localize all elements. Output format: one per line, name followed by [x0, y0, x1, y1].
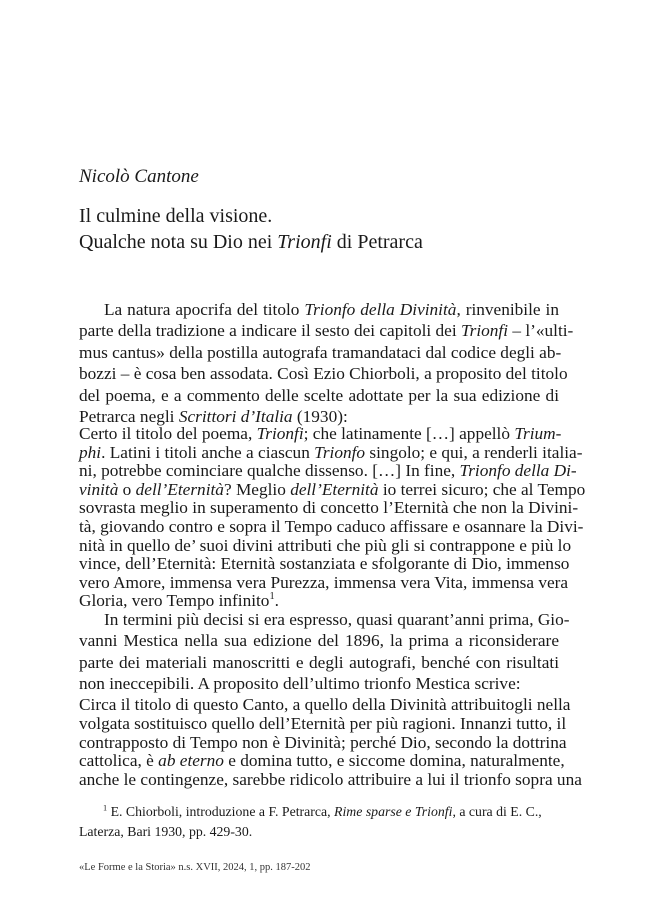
text-line: non ineccepibili. A proposito dell’ultimo trionfo Mestica scrive:: [79, 674, 521, 694]
text-line: Certo il titolo del poema, Trionfi; che latinamente […] appellò Trium-: [79, 424, 562, 443]
text-line: La natura apocrifa del titolo Trionfo della Divinità, rinvenibile in: [104, 300, 559, 319]
text-line: Circa il titolo di questo Canto, a quello della Divinità attribuitogli nella: [79, 695, 571, 714]
text-line: parte dei materiali manoscritti e degli autografi, benché con risultati: [79, 652, 559, 672]
text-line: In termini più decisi si era espresso, quasi quarant’anni prima, Gio-: [104, 610, 570, 629]
text-line: bozzi – è cosa ben assodata. Così Ezio Chiorboli, a proposito del titolo: [79, 364, 568, 384]
title-line-1: Il culmine della visione.: [79, 205, 273, 227]
footnote-1: [79, 802, 559, 842]
text-line: anche le contingenze, sarebbe ridicolo attribuire a lui il trionfo sopra una: [79, 770, 582, 790]
text-line: volgata sostituisco quello dell’Eternità per più ragioni. Innanzi tutto, il: [79, 713, 567, 733]
text-line: vinità o dell’Eternità? Meglio dell’Eternità io terrei sicuro; che al Tempo: [79, 479, 586, 499]
author-name: Nicolò Cantone: [79, 166, 199, 187]
text-line: parte della tradizione a indicare il sesto dei capitoli dei Trionfi – l’«ulti-: [79, 321, 574, 341]
text-line: phi. Latini i titoli anche a ciascun Trionfo singolo; e qui, a renderli italia-: [79, 442, 583, 462]
title-line-2: Qualche nota su Dio nei Trionfi di Petrarca: [79, 231, 423, 253]
footnote-line-2: Laterza, Bari 1930, pp. 429-30.: [79, 824, 253, 839]
text-line: sovrasta meglio in superamento di concetto l’Eternità che non la Divini-: [79, 498, 579, 518]
text-line: mus cantus» della postilla autografa tramandataci dal codice degli ab-: [79, 342, 562, 362]
text-line: contrapposto di Tempo non è Divinità; perché Dio, secondo la dottrina: [79, 732, 567, 752]
article-title: [79, 203, 423, 255]
footnote-line-1: $^1$ E. Chiorboli, introduzione a F. Petrarca, Rime sparse e Trionfi, a cura di E. C.,: [103, 803, 542, 819]
text-line: cattolica, è ab eterno e domina tutto, e siccome domina, naturalmente,: [79, 751, 565, 771]
text-line: del poema, e a commento delle scelte adottate per la sua edizione di: [79, 385, 559, 405]
text-line: ni, potrebbe cominciare qualche dissenso. […] In fine, Trionfo della Di-: [79, 461, 577, 481]
text-line: nità in quello de’ suoi divini attributi che più gli si contrappone e più lo: [79, 535, 572, 555]
text-line: vero Amore, immensa vera Purezza, immensa vera Vita, immensa vera: [79, 572, 569, 592]
text-line: vanni Mestica nella sua edizione del 1896, la prima a riconsiderare: [79, 631, 559, 651]
text-line: vince, dell’Eternità: Eternità sostanziata e sfolgorante di Dio, immenso: [79, 554, 570, 574]
text-line: Petrarca negli Scrittori d’Italia (1930):: [79, 407, 348, 426]
text-line: Gloria, vero Tempo infinito$^1$.: [79, 591, 279, 611]
running-footer: «Le Forme e la Storia» n.s. XVII, 2024, 1, pp. 187-202: [79, 862, 311, 873]
text-line: tà, giovando contro e sopra il Tempo caduco affissare e osannare la Divi-: [79, 517, 584, 536]
